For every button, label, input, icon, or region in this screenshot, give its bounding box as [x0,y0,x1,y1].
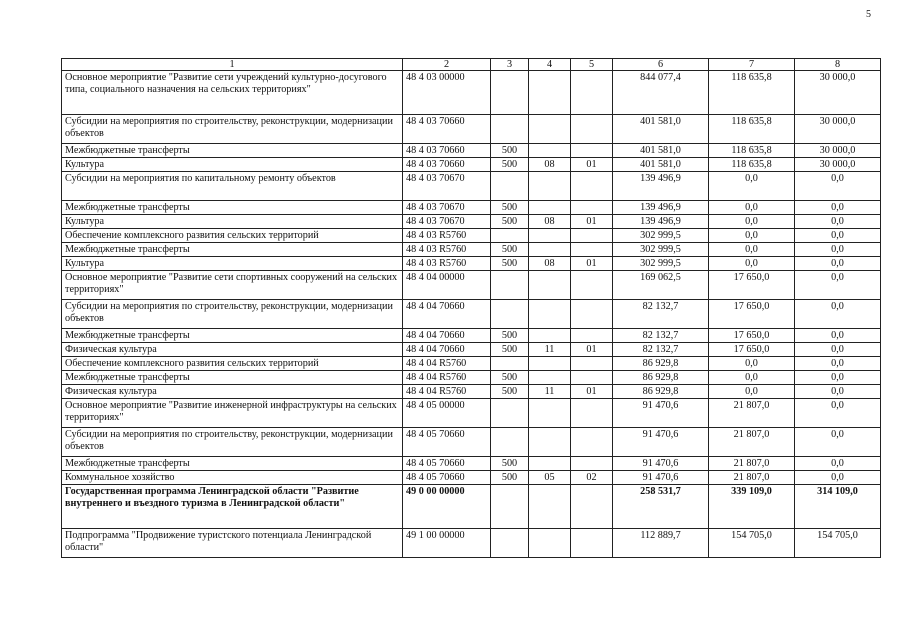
section-code [529,71,571,115]
section-code [529,371,571,385]
page-number: 5 [866,9,871,20]
target-code: 49 0 00 00000 [403,485,491,529]
section-code: 11 [529,385,571,399]
expense-type: 500 [491,215,529,229]
amount-col-6: 91 470,6 [613,457,709,471]
subsection-code [571,300,613,329]
amount-col-8: 0,0 [795,428,881,457]
amount-col-8: 0,0 [795,457,881,471]
amount-col-7: 0,0 [709,229,795,243]
expense-type [491,271,529,300]
subsection-code: 01 [571,215,613,229]
table-row [62,158,881,172]
amount-col-8: 0,0 [795,371,881,385]
amount-col-8: 0,0 [795,243,881,257]
amount-col-8: 30 000,0 [795,115,881,144]
amount-col-7: 0,0 [709,215,795,229]
table-row [62,371,881,385]
expense-type [491,172,529,201]
target-code: 48 4 03 70670 [403,215,491,229]
amount-col-8: 0,0 [795,329,881,343]
section-code [529,529,571,558]
subsection-code [571,229,613,243]
table-row [62,399,881,428]
subsection-code [571,485,613,529]
amount-col-7: 154 705,0 [709,529,795,558]
column-header: 7 [709,59,795,71]
table-row [62,357,881,371]
section-code: 08 [529,257,571,271]
section-code [529,428,571,457]
expense-type: 500 [491,158,529,172]
amount-col-7: 118 635,8 [709,158,795,172]
amount-col-6: 401 581,0 [613,158,709,172]
section-code [529,115,571,144]
target-code: 48 4 03 70670 [403,201,491,215]
table-row [62,329,881,343]
target-code: 48 4 04 70660 [403,343,491,357]
item-name: Культура [62,215,403,229]
item-name: Подпрограмма "Продвижение туристского потенциала Ленинградской области" [62,529,403,558]
amount-col-8: 0,0 [795,215,881,229]
subsection-code: 01 [571,257,613,271]
amount-col-6: 169 062,5 [613,271,709,300]
amount-col-6: 82 132,7 [613,329,709,343]
amount-col-7: 118 635,8 [709,115,795,144]
section-code [529,300,571,329]
expense-type: 500 [491,457,529,471]
target-code: 48 4 03 R5760 [403,243,491,257]
section-code: 08 [529,215,571,229]
amount-col-8: 0,0 [795,343,881,357]
table-row [62,215,881,229]
section-code [529,172,571,201]
expense-type: 500 [491,243,529,257]
amount-col-8: 0,0 [795,172,881,201]
section-code: 08 [529,158,571,172]
subsection-code [571,428,613,457]
target-code: 48 4 05 70660 [403,471,491,485]
amount-col-8: 0,0 [795,385,881,399]
amount-col-7: 0,0 [709,243,795,257]
expense-type [491,357,529,371]
subsection-code: 02 [571,471,613,485]
amount-col-8: 154 705,0 [795,529,881,558]
table-row [62,271,881,300]
table-row [62,172,881,201]
column-header: 2 [403,59,491,71]
expense-type [491,115,529,144]
subsection-code: 01 [571,343,613,357]
amount-col-7: 0,0 [709,172,795,201]
expense-type [491,229,529,243]
item-name: Обеспечение комплексного развития сельских территорий [62,229,403,243]
subsection-code [571,529,613,558]
table-row [62,144,881,158]
amount-col-7: 0,0 [709,257,795,271]
amount-col-7: 0,0 [709,357,795,371]
amount-col-6: 86 929,8 [613,371,709,385]
amount-col-8: 0,0 [795,471,881,485]
amount-col-8: 30 000,0 [795,71,881,115]
amount-col-7: 0,0 [709,371,795,385]
table-row [62,471,881,485]
target-code: 48 4 04 R5760 [403,357,491,371]
target-code: 48 4 03 00000 [403,71,491,115]
expense-type [491,428,529,457]
item-name: Субсидии на мероприятия по строительству, реконструкции, модернизации объектов [62,115,403,144]
table-row [62,343,881,357]
amount-col-6: 401 581,0 [613,115,709,144]
table-row [62,257,881,271]
target-code: 48 4 03 70660 [403,158,491,172]
item-name: Основное мероприятие "Развитие сети учреждений культурно-досугового типа, социального назначения на сельских территориях" [62,71,403,115]
amount-col-8: 0,0 [795,357,881,371]
expense-type [491,529,529,558]
target-code: 48 4 05 70660 [403,457,491,471]
column-header: 1 [62,59,403,71]
target-code: 48 4 03 70660 [403,115,491,144]
subsection-code [571,399,613,428]
amount-col-8: 0,0 [795,201,881,215]
amount-col-8: 30 000,0 [795,144,881,158]
budget-table [61,58,881,558]
expense-type: 500 [491,329,529,343]
expense-type: 500 [491,201,529,215]
target-code: 48 4 04 00000 [403,271,491,300]
table-row [62,428,881,457]
target-code: 48 4 04 R5760 [403,385,491,399]
expense-type: 500 [491,471,529,485]
amount-col-6: 401 581,0 [613,144,709,158]
section-code [529,399,571,428]
amount-col-6: 302 999,5 [613,229,709,243]
section-code: 11 [529,343,571,357]
amount-col-7: 0,0 [709,385,795,399]
expense-type: 500 [491,385,529,399]
table-row [62,229,881,243]
expense-type: 500 [491,343,529,357]
item-name: Основное мероприятие "Развитие сети спортивных сооружений на сельских территориях" [62,271,403,300]
amount-col-7: 21 807,0 [709,471,795,485]
amount-col-6: 139 496,9 [613,215,709,229]
item-name: Субсидии на мероприятия по строительству, реконструкции, модернизации объектов [62,300,403,329]
section-code [529,201,571,215]
table-row [62,529,881,558]
amount-col-7: 21 807,0 [709,428,795,457]
amount-col-6: 302 999,5 [613,243,709,257]
subsection-code: 01 [571,158,613,172]
amount-col-6: 844 077,4 [613,71,709,115]
amount-col-6: 86 929,8 [613,357,709,371]
amount-col-7: 17 650,0 [709,300,795,329]
item-name: Межбюджетные трансферты [62,371,403,385]
expense-type [491,300,529,329]
amount-col-7: 118 635,8 [709,144,795,158]
subsection-code [571,144,613,158]
subsection-code [571,172,613,201]
amount-col-6: 91 470,6 [613,471,709,485]
subsection-code [571,457,613,471]
item-name: Межбюджетные трансферты [62,201,403,215]
item-name: Культура [62,158,403,172]
table-row [62,485,881,529]
column-header: 3 [491,59,529,71]
section-code [529,144,571,158]
amount-col-7: 0,0 [709,201,795,215]
subsection-code [571,271,613,300]
amount-col-8: 30 000,0 [795,158,881,172]
expense-type [491,71,529,115]
amount-col-8: 0,0 [795,399,881,428]
target-code: 48 4 04 70660 [403,329,491,343]
table-row [62,300,881,329]
expense-type: 500 [491,257,529,271]
section-code [529,229,571,243]
target-code: 48 4 03 R5760 [403,229,491,243]
target-code: 48 4 05 00000 [403,399,491,428]
amount-col-6: 139 496,9 [613,201,709,215]
table-row [62,71,881,115]
amount-col-7: 17 650,0 [709,343,795,357]
section-code [529,243,571,257]
item-name: Субсидии на мероприятия по строительству, реконструкции, модернизации объектов [62,428,403,457]
amount-col-8: 314 109,0 [795,485,881,529]
item-name: Межбюджетные трансферты [62,329,403,343]
subsection-code [571,201,613,215]
table-row [62,201,881,215]
item-name: Обеспечение комплексного развития сельских территорий [62,357,403,371]
amount-col-7: 17 650,0 [709,271,795,300]
table-row [62,115,881,144]
amount-col-6: 82 132,7 [613,343,709,357]
section-code [529,485,571,529]
amount-col-8: 0,0 [795,229,881,243]
amount-col-7: 21 807,0 [709,399,795,428]
header-row [62,59,881,71]
section-code [529,357,571,371]
amount-col-7: 21 807,0 [709,457,795,471]
target-code: 48 4 03 70660 [403,144,491,158]
item-name: Физическая культура [62,385,403,399]
table-row [62,457,881,471]
table-row [62,243,881,257]
amount-col-8: 0,0 [795,271,881,300]
expense-type: 500 [491,144,529,158]
expense-type [491,399,529,428]
subsection-code [571,243,613,257]
table-row [62,385,881,399]
target-code: 48 4 04 R5760 [403,371,491,385]
item-name: Субсидии на мероприятия по капитальному ремонту объектов [62,172,403,201]
expense-type: 500 [491,371,529,385]
amount-col-7: 118 635,8 [709,71,795,115]
item-name: Основное мероприятие "Развитие инженерной инфраструктуры на сельских территориях" [62,399,403,428]
amount-col-6: 258 531,7 [613,485,709,529]
target-code: 48 4 03 70670 [403,172,491,201]
amount-col-6: 91 470,6 [613,428,709,457]
column-header: 4 [529,59,571,71]
subsection-code [571,357,613,371]
column-header: 5 [571,59,613,71]
amount-col-6: 139 496,9 [613,172,709,201]
subsection-code [571,115,613,144]
target-code: 48 4 04 70660 [403,300,491,329]
amount-col-8: 0,0 [795,257,881,271]
item-name: Государственная программа Ленинградской области "Развитие внутреннего и въездного туризма в Ленинградской области" [62,485,403,529]
item-name: Межбюджетные трансферты [62,243,403,257]
column-header: 6 [613,59,709,71]
amount-col-6: 86 929,8 [613,385,709,399]
column-header: 8 [795,59,881,71]
item-name: Межбюджетные трансферты [62,144,403,158]
item-name: Коммунальное хозяйство [62,471,403,485]
subsection-code [571,71,613,115]
section-code [529,329,571,343]
expense-type [491,485,529,529]
target-code: 49 1 00 00000 [403,529,491,558]
target-code: 48 4 05 70660 [403,428,491,457]
amount-col-8: 0,0 [795,300,881,329]
item-name: Культура [62,257,403,271]
subsection-code: 01 [571,385,613,399]
amount-col-6: 112 889,7 [613,529,709,558]
item-name: Физическая культура [62,343,403,357]
subsection-code [571,371,613,385]
section-code [529,271,571,300]
amount-col-6: 82 132,7 [613,300,709,329]
section-code [529,457,571,471]
section-code: 05 [529,471,571,485]
amount-col-7: 339 109,0 [709,485,795,529]
amount-col-6: 302 999,5 [613,257,709,271]
subsection-code [571,329,613,343]
amount-col-7: 17 650,0 [709,329,795,343]
target-code: 48 4 03 R5760 [403,257,491,271]
amount-col-6: 91 470,6 [613,399,709,428]
item-name: Межбюджетные трансферты [62,457,403,471]
